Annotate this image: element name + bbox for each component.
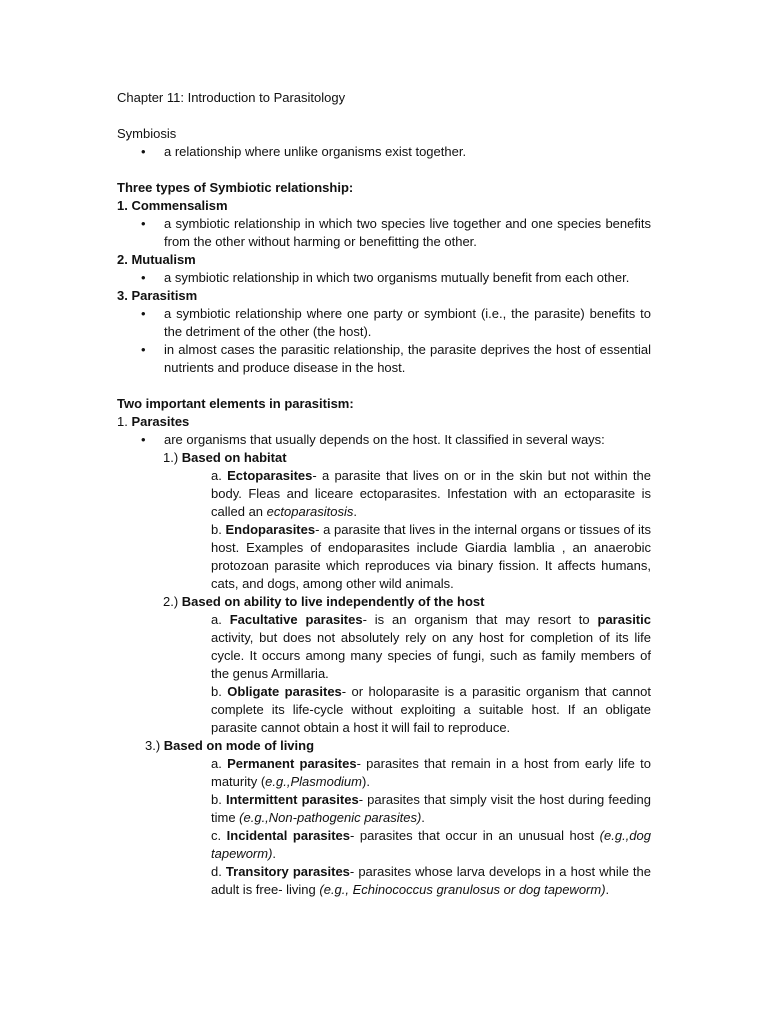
permanent-text: - parasites that remain in a host from early life to maturity ( bbox=[211, 756, 651, 789]
transitory-term: Transitory parasites bbox=[225, 864, 350, 879]
parasites-label: Parasites bbox=[131, 414, 190, 429]
incidental-example: (e.g.,dog tapeworm) bbox=[211, 828, 651, 861]
permanent-example: e.g.,Plasmodium bbox=[265, 774, 362, 789]
ectoparasites-term: Ectoparasites bbox=[227, 468, 313, 483]
obligate-item bbox=[117, 683, 651, 737]
mutualism-bullet: • a symbiotic relationship in which two organisms mutually benefit from each other. bbox=[117, 269, 651, 287]
independence-heading bbox=[117, 593, 651, 611]
incidental-term: Incidental parasites bbox=[226, 828, 350, 843]
habitat-number: 1.) bbox=[163, 450, 182, 465]
permanent-prefix: a. bbox=[211, 756, 228, 771]
intermittent-term: Intermittent parasites bbox=[225, 792, 359, 807]
incidental-text: - parasites that occur in an unusual host bbox=[350, 828, 600, 843]
permanent-item bbox=[117, 755, 651, 791]
facultative-prefix: a. bbox=[211, 612, 230, 627]
commensalism-heading: 1. Commensalism bbox=[117, 198, 228, 213]
intermittent-text: - parasites that simply visit the host during feeding time bbox=[211, 792, 652, 825]
facultative-item bbox=[117, 611, 651, 683]
parasites-number: 1. bbox=[117, 414, 132, 429]
transitory-end: . bbox=[605, 882, 610, 897]
transitory-text: - parasites whose larva develops in a host while the adult is free- living bbox=[211, 864, 651, 897]
symbiosis-bullet: • a relationship where unlike organisms exist together. bbox=[117, 143, 651, 161]
elements-heading: Two important elements in parasitism: bbox=[117, 396, 354, 411]
parasites-bullet: • are organisms that usually depends on the host. It classified in several ways: bbox=[117, 431, 651, 449]
types-heading: Three types of Symbiotic relationship: bbox=[117, 180, 354, 195]
obligate-text: - or holoparasite is a parasitic organism that cannot complete its life-cycle without exploiting a suitable host. If an obligate parasite cannot obtain a host it will fail to reproduce. bbox=[211, 684, 651, 735]
ectoparasites-end: . bbox=[353, 504, 357, 519]
habitat-heading bbox=[117, 449, 651, 467]
transitory-prefix: d. bbox=[211, 864, 226, 879]
obligate-term: Obligate parasites bbox=[227, 684, 342, 699]
mutualism-heading: 2. Mutualism bbox=[117, 252, 196, 267]
transitory-item bbox=[117, 863, 651, 899]
ectoparasites-prefix: a. bbox=[211, 468, 228, 483]
habitat-label: Based on habitat bbox=[181, 450, 287, 465]
incidental-end: . bbox=[272, 846, 277, 861]
obligate-prefix: b. bbox=[211, 684, 228, 699]
chapter-title: Chapter 11: Introduction to Parasitology bbox=[117, 90, 346, 105]
endoparasites-text: - a parasite that lives in the internal organs or tissues of its host. Examples of endoparasites include Giardia lamblia , an anaerobic protozoan parasite which reproduces via binary fission. It affects humans, cats, and dogs, among other wild animals. bbox=[211, 522, 651, 591]
symbiosis-heading: Symbiosis bbox=[117, 126, 177, 141]
ectoparasitosis-term: ectoparasitosis bbox=[266, 504, 354, 519]
intermittent-prefix: b. bbox=[211, 792, 226, 807]
independence-label: Based on ability to live independently of the host bbox=[181, 594, 485, 609]
incidental-prefix: c. bbox=[211, 828, 227, 843]
endoparasites-item bbox=[117, 521, 651, 593]
intermittent-end: . bbox=[421, 810, 425, 825]
commensalism-bullet: • a symbiotic relationship in which two species live together and one species benefits from the other without harming or benefitting the other. bbox=[117, 215, 651, 251]
intermittent-example: (e.g.,Non-pathogenic parasites) bbox=[239, 810, 422, 825]
endoparasites-term: Endoparasites bbox=[225, 522, 316, 537]
permanent-end: ). bbox=[362, 774, 370, 789]
facultative-text-1: - is an organism that may resort to bbox=[362, 612, 598, 627]
parasitic-term: parasitic bbox=[597, 612, 651, 627]
living-label: Based on mode of living bbox=[163, 738, 315, 753]
ectoparasites-text: - a parasite that lives on or in the skin but not within the body. Fleas and liceare ectoparasites. Infestation with an ectoparasite is called an bbox=[211, 468, 651, 519]
transitory-example: (e.g., Echinococcus granulosus or dog tapeworm) bbox=[319, 882, 606, 897]
parasitism-bullet-2: • in almost cases the parasitic relationship, the parasite deprives the host of essential nutrients and produce disease in the host. bbox=[117, 341, 651, 377]
ectoparasites-item bbox=[117, 467, 651, 521]
parasitism-bullet-1: • a symbiotic relationship where one party or symbiont (i.e., the parasite) benefits to the detriment of the other (the host). bbox=[117, 305, 651, 341]
facultative-text-2: activity, but does not absolutely rely on any host for completion of its life cycle. It occurs among many species of fungi, such as family members of the genus Armillaria. bbox=[211, 630, 651, 681]
living-heading bbox=[117, 737, 651, 755]
incidental-item bbox=[117, 827, 651, 863]
intermittent-item bbox=[117, 791, 651, 827]
independence-number: 2.) bbox=[163, 594, 182, 609]
parasitism-heading: 3. Parasitism bbox=[117, 288, 198, 303]
parasites-heading bbox=[117, 413, 651, 431]
facultative-term: Facultative parasites bbox=[229, 612, 363, 627]
endoparasites-prefix: b. bbox=[211, 522, 226, 537]
permanent-term: Permanent parasites bbox=[227, 756, 357, 771]
living-number: 3.) bbox=[145, 738, 164, 753]
